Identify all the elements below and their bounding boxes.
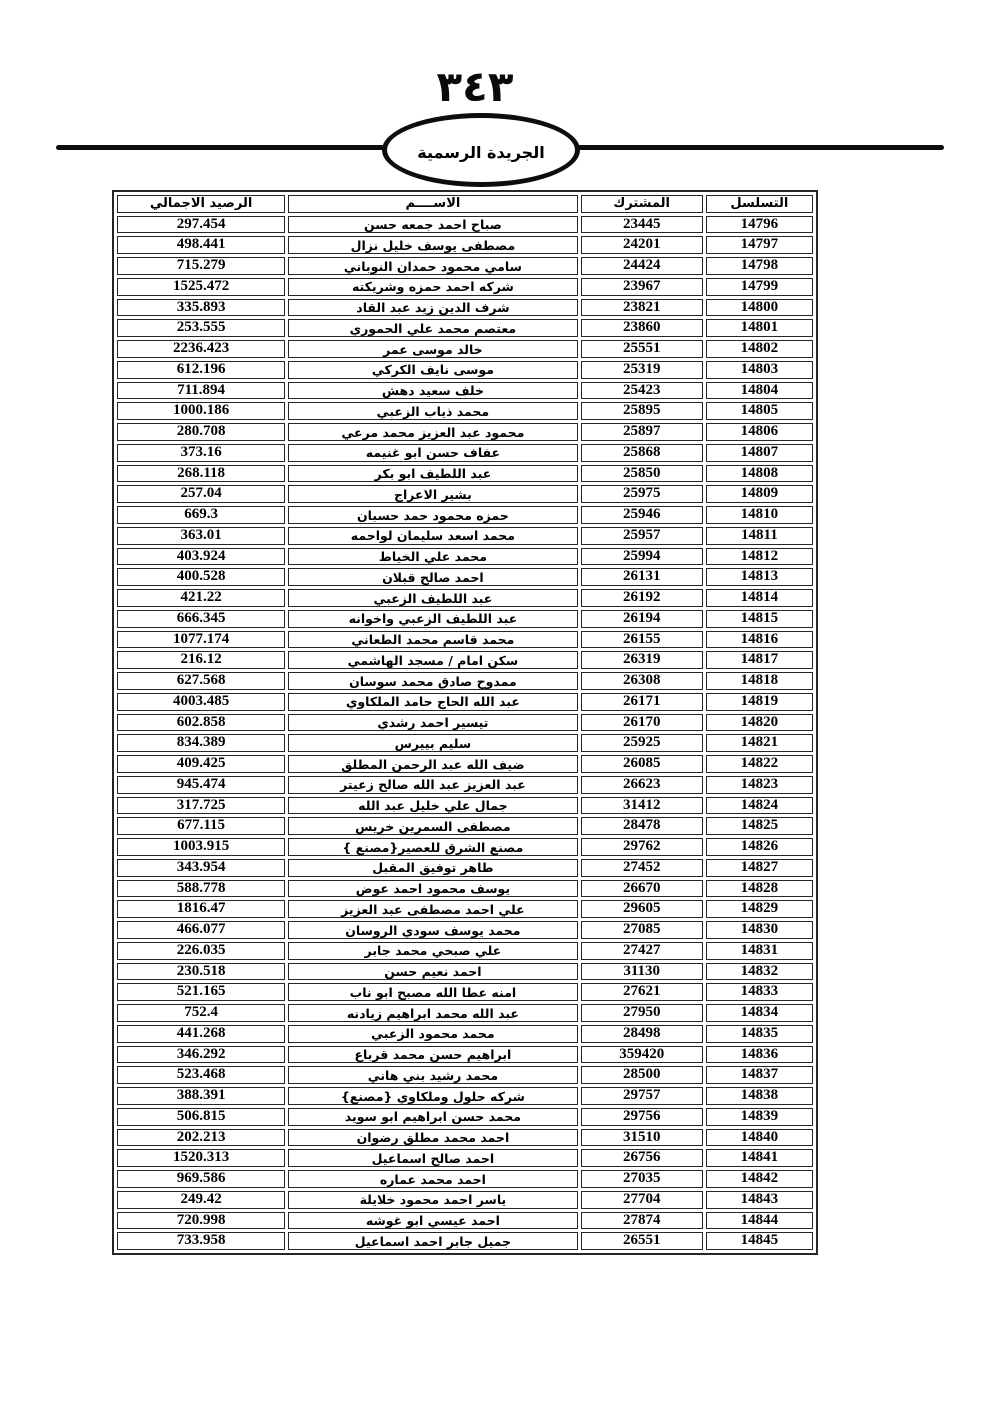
cell-serial: 14824 — [706, 797, 813, 815]
cell-name: احمد عيسي ابو غوشه — [288, 1212, 578, 1230]
table-row — [117, 382, 813, 400]
cell-name: عبد العزيز عبد الله صالح زعيتر — [288, 776, 578, 794]
cell-subscriber: 31510 — [581, 1129, 703, 1147]
cell-serial: 14811 — [706, 527, 813, 545]
table-row — [117, 1149, 813, 1167]
cell-serial: 14802 — [706, 340, 813, 358]
cell-subscriber: 29757 — [581, 1087, 703, 1105]
table-row — [117, 485, 813, 503]
cell-balance: 677.115 — [117, 817, 285, 835]
cell-balance: 523.468 — [117, 1066, 285, 1084]
cell-name: محمد حسن ابراهيم ابو سويد — [288, 1108, 578, 1126]
table-row — [117, 361, 813, 379]
cell-balance: 945.474 — [117, 776, 285, 794]
page-number: ٣٤٣ — [436, 62, 514, 111]
table-row — [117, 631, 813, 649]
table-row — [117, 900, 813, 918]
cell-balance: 711.894 — [117, 382, 285, 400]
cell-serial: 14800 — [706, 299, 813, 317]
cell-balance: 373.16 — [117, 444, 285, 462]
cell-balance: 466.077 — [117, 921, 285, 939]
subscribers-table — [112, 190, 818, 1255]
cell-subscriber: 26085 — [581, 755, 703, 773]
cell-subscriber: 27085 — [581, 921, 703, 939]
table-row — [117, 1066, 813, 1084]
cell-subscriber: 23860 — [581, 319, 703, 337]
cell-subscriber: 26170 — [581, 714, 703, 732]
cell-name: محمود عبد العزيز محمد مرعي — [288, 423, 578, 441]
cell-name: ضيف الله عبد الرحمن المطلق — [288, 755, 578, 773]
cell-balance: 1520.313 — [117, 1149, 285, 1167]
table-row — [117, 1170, 813, 1188]
cell-name: تيسير احمد رشدي — [288, 714, 578, 732]
gazette-title: الجريدة الرسمية — [417, 142, 545, 162]
cell-subscriber: 26192 — [581, 589, 703, 607]
cell-balance: 216.12 — [117, 651, 285, 669]
cell-balance: 257.04 — [117, 485, 285, 503]
cell-subscriber: 29756 — [581, 1108, 703, 1126]
cell-subscriber: 25925 — [581, 734, 703, 752]
cell-subscriber: 26756 — [581, 1149, 703, 1167]
table-row — [117, 340, 813, 358]
cell-name: احمد محمد مطلق رضوان — [288, 1129, 578, 1147]
cell-serial: 14839 — [706, 1108, 813, 1126]
cell-name: مصنع الشرق للعصير{مصنع } — [288, 838, 578, 856]
header-serial: التسلسل — [706, 195, 813, 213]
cell-serial: 14836 — [706, 1046, 813, 1064]
cell-name: احمد نعيم حسن — [288, 963, 578, 981]
cell-balance: 1525.472 — [117, 278, 285, 296]
cell-subscriber: 29605 — [581, 900, 703, 918]
cell-serial: 14833 — [706, 983, 813, 1001]
cell-name: محمد رشيد بني هاني — [288, 1066, 578, 1084]
cell-serial: 14808 — [706, 465, 813, 483]
table-row — [117, 1046, 813, 1064]
table-row — [117, 942, 813, 960]
cell-balance: 297.454 — [117, 216, 285, 234]
cell-subscriber: 26551 — [581, 1232, 703, 1250]
cell-balance: 441.268 — [117, 1025, 285, 1043]
cell-balance: 752.4 — [117, 1004, 285, 1022]
cell-name: شرف الدين زيد عبد القاد — [288, 299, 578, 317]
cell-subscriber: 23821 — [581, 299, 703, 317]
cell-subscriber: 31412 — [581, 797, 703, 815]
table-header-row — [117, 195, 813, 213]
cell-serial: 14809 — [706, 485, 813, 503]
cell-serial: 14813 — [706, 568, 813, 586]
cell-name: احمد صالح اسماعيل — [288, 1149, 578, 1167]
table-row — [117, 1129, 813, 1147]
header-name: الاســــم — [288, 195, 578, 213]
table-row — [117, 527, 813, 545]
cell-serial: 14816 — [706, 631, 813, 649]
cell-name: حمزه محمود حمد حسبان — [288, 506, 578, 524]
cell-balance: 280.708 — [117, 423, 285, 441]
table-row — [117, 776, 813, 794]
cell-balance: 202.213 — [117, 1129, 285, 1147]
cell-name: امنه عطا الله مصبح ابو ناب — [288, 983, 578, 1001]
cell-subscriber: 25423 — [581, 382, 703, 400]
cell-balance: 317.725 — [117, 797, 285, 815]
cell-subscriber: 26308 — [581, 672, 703, 690]
cell-serial: 14842 — [706, 1170, 813, 1188]
table-row — [117, 859, 813, 877]
cell-serial: 14838 — [706, 1087, 813, 1105]
cell-balance: 2236.423 — [117, 340, 285, 358]
cell-subscriber: 25319 — [581, 361, 703, 379]
cell-name: مصطفى يوسف خليل نزال — [288, 236, 578, 254]
cell-name: محمد ذياب الزعبي — [288, 402, 578, 420]
table-row — [117, 1212, 813, 1230]
table-row — [117, 465, 813, 483]
cell-balance: 602.858 — [117, 714, 285, 732]
cell-serial: 14810 — [706, 506, 813, 524]
cell-serial: 14844 — [706, 1212, 813, 1230]
cell-name: خالد موسى عمر — [288, 340, 578, 358]
cell-balance: 363.01 — [117, 527, 285, 545]
cell-name: علي صبحي محمد جابر — [288, 942, 578, 960]
cell-balance: 268.118 — [117, 465, 285, 483]
cell-balance: 1003.915 — [117, 838, 285, 856]
cell-subscriber: 27950 — [581, 1004, 703, 1022]
cell-serial: 14797 — [706, 236, 813, 254]
cell-subscriber: 25994 — [581, 548, 703, 566]
cell-balance: 343.954 — [117, 859, 285, 877]
table-row — [117, 817, 813, 835]
cell-balance: 498.441 — [117, 236, 285, 254]
cell-name: عبد اللطيف ابو بكر — [288, 465, 578, 483]
table-row — [117, 1004, 813, 1022]
cell-subscriber: 25897 — [581, 423, 703, 441]
cell-name: محمد اسعد سليمان لواحمه — [288, 527, 578, 545]
cell-name: احمد صالح قبلان — [288, 568, 578, 586]
cell-subscriber: 25957 — [581, 527, 703, 545]
cell-subscriber: 23445 — [581, 216, 703, 234]
cell-name: شركه حلول وملكاوي {مصنع} — [288, 1087, 578, 1105]
cell-balance: 715.279 — [117, 257, 285, 275]
cell-name: سليم بييرس — [288, 734, 578, 752]
cell-serial: 14845 — [706, 1232, 813, 1250]
cell-serial: 14834 — [706, 1004, 813, 1022]
cell-serial: 14812 — [706, 548, 813, 566]
cell-serial: 14835 — [706, 1025, 813, 1043]
cell-serial: 14805 — [706, 402, 813, 420]
cell-name: احمد محمد عماره — [288, 1170, 578, 1188]
cell-serial: 14804 — [706, 382, 813, 400]
cell-name: محمد يوسف سودي الروسان — [288, 921, 578, 939]
cell-name: محمد محمود الزعبي — [288, 1025, 578, 1043]
cell-subscriber: 27874 — [581, 1212, 703, 1230]
cell-subscriber: 26171 — [581, 693, 703, 711]
cell-balance: 346.292 — [117, 1046, 285, 1064]
cell-serial: 14829 — [706, 900, 813, 918]
cell-serial: 14819 — [706, 693, 813, 711]
cell-subscriber: 26670 — [581, 880, 703, 898]
cell-name: سامي محمود حمدان النوباني — [288, 257, 578, 275]
table-row — [117, 319, 813, 337]
cell-balance: 669.3 — [117, 506, 285, 524]
table-row — [117, 1108, 813, 1126]
cell-serial: 14832 — [706, 963, 813, 981]
table-row — [117, 714, 813, 732]
cell-serial: 14803 — [706, 361, 813, 379]
table-row — [117, 402, 813, 420]
table-row — [117, 880, 813, 898]
cell-serial: 14806 — [706, 423, 813, 441]
cell-name: عبد اللطيف الزعبي واخوانه — [288, 610, 578, 628]
table-row — [117, 755, 813, 773]
table-row — [117, 1191, 813, 1209]
table-row — [117, 444, 813, 462]
header-balance: الرصيد الاجمالي — [117, 195, 285, 213]
table-row — [117, 506, 813, 524]
cell-subscriber: 359420 — [581, 1046, 703, 1064]
cell-serial: 14820 — [706, 714, 813, 732]
cell-subscriber: 26155 — [581, 631, 703, 649]
cell-name: شركه احمد حمزه وشريكته — [288, 278, 578, 296]
table-row — [117, 1025, 813, 1043]
cell-name: عفاف حسن ابو غنيمه — [288, 444, 578, 462]
table-row — [117, 693, 813, 711]
cell-serial: 14826 — [706, 838, 813, 856]
cell-name: سكن امام / مسجد الهاشمي — [288, 651, 578, 669]
cell-subscriber: 27035 — [581, 1170, 703, 1188]
cell-subscriber: 29762 — [581, 838, 703, 856]
cell-balance: 403.924 — [117, 548, 285, 566]
cell-subscriber: 25850 — [581, 465, 703, 483]
cell-subscriber: 27452 — [581, 859, 703, 877]
cell-serial: 14815 — [706, 610, 813, 628]
table-row — [117, 838, 813, 856]
cell-subscriber: 23967 — [581, 278, 703, 296]
gazette-title-ellipse — [382, 113, 580, 187]
cell-name: عبد الله محمد ابراهيم زيادنه — [288, 1004, 578, 1022]
cell-serial: 14822 — [706, 755, 813, 773]
cell-serial: 14825 — [706, 817, 813, 835]
cell-balance: 4003.485 — [117, 693, 285, 711]
cell-balance: 226.035 — [117, 942, 285, 960]
cell-subscriber: 28478 — [581, 817, 703, 835]
cell-name: صباح احمد جمعه حسن — [288, 216, 578, 234]
cell-balance: 1000.186 — [117, 402, 285, 420]
cell-subscriber: 24424 — [581, 257, 703, 275]
cell-balance: 249.42 — [117, 1191, 285, 1209]
table-row — [117, 548, 813, 566]
cell-subscriber: 25975 — [581, 485, 703, 503]
table-body — [117, 216, 813, 1251]
table-row — [117, 299, 813, 317]
cell-balance: 666.345 — [117, 610, 285, 628]
cell-serial: 14830 — [706, 921, 813, 939]
cell-balance: 335.893 — [117, 299, 285, 317]
cell-balance: 388.391 — [117, 1087, 285, 1105]
cell-name: جميل جابر احمد اسماعيل — [288, 1232, 578, 1250]
cell-name: عبد الله الحاج حامد الملكاوي — [288, 693, 578, 711]
cell-serial: 14823 — [706, 776, 813, 794]
cell-serial: 14796 — [706, 216, 813, 234]
cell-subscriber: 26131 — [581, 568, 703, 586]
cell-serial: 14827 — [706, 859, 813, 877]
table-row — [117, 257, 813, 275]
cell-serial: 14841 — [706, 1149, 813, 1167]
cell-serial: 14821 — [706, 734, 813, 752]
header-subscriber: المشترك — [581, 195, 703, 213]
cell-name: ممدوح صادق محمد سوسان — [288, 672, 578, 690]
cell-serial: 14818 — [706, 672, 813, 690]
cell-subscriber: 25868 — [581, 444, 703, 462]
cell-subscriber: 25895 — [581, 402, 703, 420]
cell-name: ياسر احمد محمود خلايلة — [288, 1191, 578, 1209]
cell-name: مصطفى السمرين خريس — [288, 817, 578, 835]
table-row — [117, 651, 813, 669]
cell-serial: 14817 — [706, 651, 813, 669]
cell-balance: 733.958 — [117, 1232, 285, 1250]
cell-balance: 612.196 — [117, 361, 285, 379]
cell-subscriber: 26623 — [581, 776, 703, 794]
cell-serial: 14831 — [706, 942, 813, 960]
cell-name: ابراهيم حسن محمد قرباع — [288, 1046, 578, 1064]
cell-name: يوسف محمود احمد عوض — [288, 880, 578, 898]
table-row — [117, 963, 813, 981]
cell-balance: 1816.47 — [117, 900, 285, 918]
cell-name: خلف سعيد دهش — [288, 382, 578, 400]
cell-balance: 627.568 — [117, 672, 285, 690]
cell-name: بشير الاعراج — [288, 485, 578, 503]
table-row — [117, 1087, 813, 1105]
table-row — [117, 610, 813, 628]
banner — [0, 110, 1000, 190]
cell-balance: 421.22 — [117, 589, 285, 607]
table-row — [117, 568, 813, 586]
cell-subscriber: 25551 — [581, 340, 703, 358]
table-row — [117, 1232, 813, 1250]
cell-balance: 1077.174 — [117, 631, 285, 649]
table-row — [117, 216, 813, 234]
cell-serial: 14828 — [706, 880, 813, 898]
cell-balance: 521.165 — [117, 983, 285, 1001]
cell-subscriber: 28500 — [581, 1066, 703, 1084]
cell-balance: 834.389 — [117, 734, 285, 752]
cell-subscriber: 24201 — [581, 236, 703, 254]
cell-name: موسى نايف الكركي — [288, 361, 578, 379]
cell-subscriber: 26194 — [581, 610, 703, 628]
cell-name: معتصم محمد علي الحموري — [288, 319, 578, 337]
cell-name: عبد اللطيف الزعبي — [288, 589, 578, 607]
cell-balance: 253.555 — [117, 319, 285, 337]
cell-balance: 230.518 — [117, 963, 285, 981]
table-row — [117, 921, 813, 939]
cell-subscriber: 27427 — [581, 942, 703, 960]
cell-balance: 400.528 — [117, 568, 285, 586]
table-row — [117, 236, 813, 254]
table-row — [117, 983, 813, 1001]
table-row — [117, 589, 813, 607]
table-row — [117, 423, 813, 441]
table-row — [117, 672, 813, 690]
cell-balance: 409.425 — [117, 755, 285, 773]
cell-subscriber: 28498 — [581, 1025, 703, 1043]
cell-serial: 14799 — [706, 278, 813, 296]
cell-subscriber: 25946 — [581, 506, 703, 524]
cell-subscriber: 31130 — [581, 963, 703, 981]
cell-name: طاهر توفيق المقبل — [288, 859, 578, 877]
cell-subscriber: 27704 — [581, 1191, 703, 1209]
cell-name: محمد علي الخياط — [288, 548, 578, 566]
cell-name: جمال علي خليل عبد الله — [288, 797, 578, 815]
cell-balance: 588.778 — [117, 880, 285, 898]
cell-name: علي احمد مصطفى عبد العزيز — [288, 900, 578, 918]
cell-serial: 14814 — [706, 589, 813, 607]
cell-name: محمد قاسم محمد الطعاني — [288, 631, 578, 649]
cell-serial: 14840 — [706, 1129, 813, 1147]
table-row — [117, 734, 813, 752]
cell-balance: 720.998 — [117, 1212, 285, 1230]
cell-serial: 14798 — [706, 257, 813, 275]
cell-serial: 14837 — [706, 1066, 813, 1084]
cell-serial: 14807 — [706, 444, 813, 462]
cell-subscriber: 26319 — [581, 651, 703, 669]
cell-balance: 969.586 — [117, 1170, 285, 1188]
cell-serial: 14843 — [706, 1191, 813, 1209]
cell-balance: 506.815 — [117, 1108, 285, 1126]
table-row — [117, 278, 813, 296]
cell-serial: 14801 — [706, 319, 813, 337]
cell-subscriber: 27621 — [581, 983, 703, 1001]
table-row — [117, 797, 813, 815]
